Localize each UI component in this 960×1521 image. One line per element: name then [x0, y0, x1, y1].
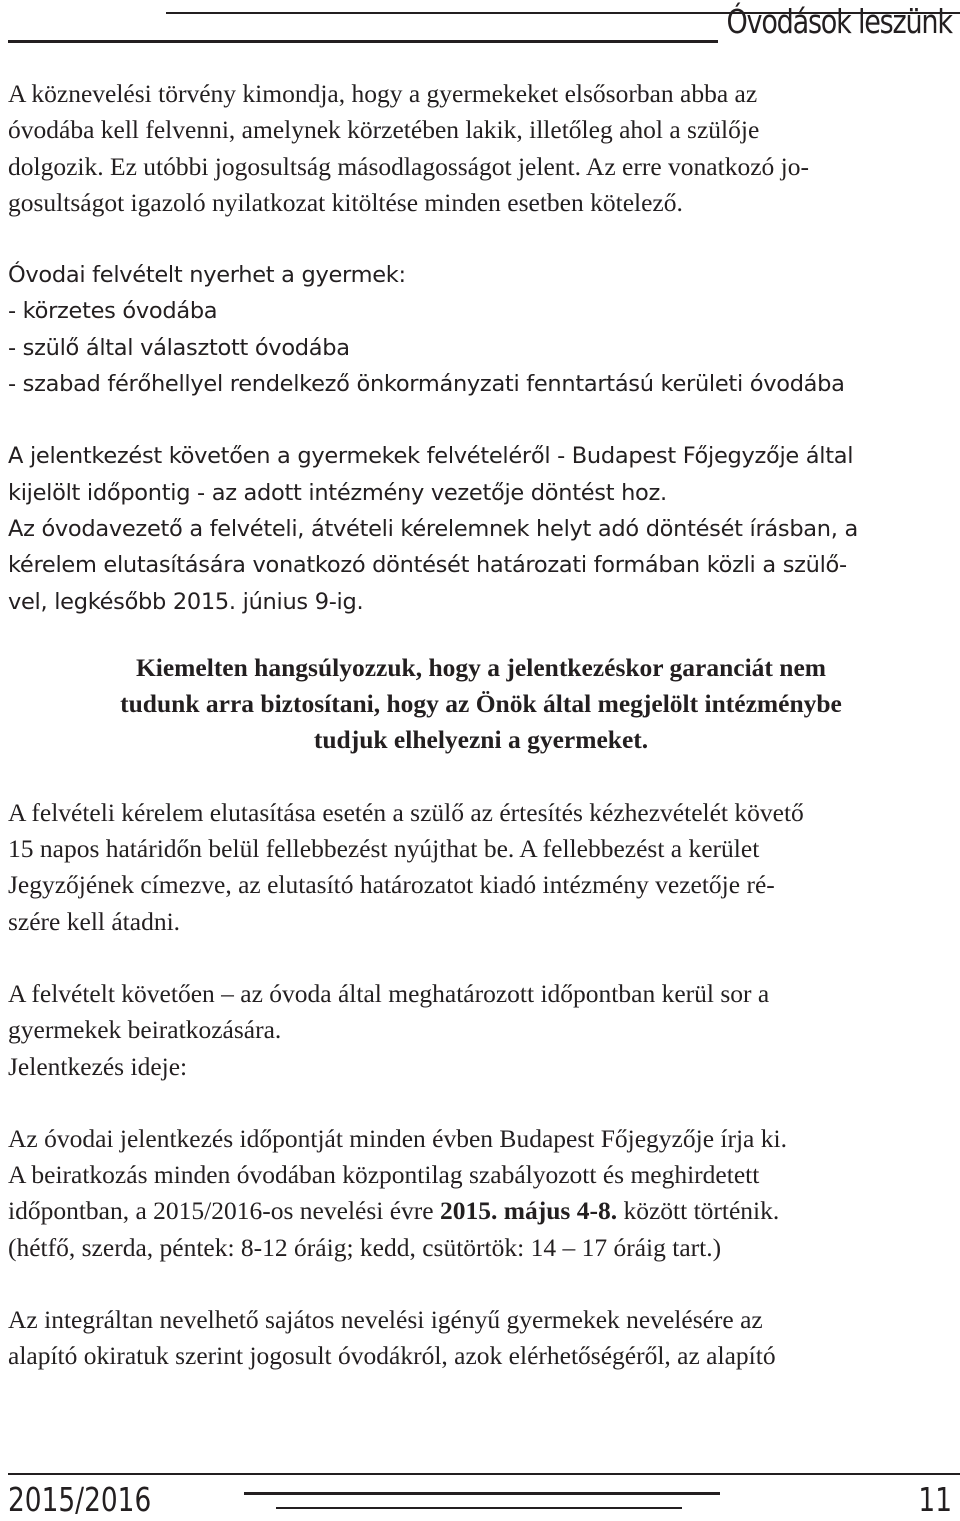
text-line: [8, 1193, 954, 1229]
text-line: tudunk arra biztosítani, hogy az Önök által megjelölt intézménybe: [120, 689, 842, 719]
text-line: dolgozik. Ez utóbbi jogosultság másodlagosságot jelent. Az erre vonatkozó jo-: [8, 151, 809, 181]
admission-intro: Óvodai felvételt nyerhet a gyermek:: [8, 262, 406, 289]
text-line: Az óvodavezető a felvételi, átvételi kérelemnek helyt adó döntését írásban, a: [8, 515, 858, 542]
text-line: A jelentkezést követően a gyermekek felvételéről - Budapest Főjegyzője által: [8, 443, 854, 470]
text-line: A beiratkozás minden óvodában központilag szabályozott és meghirdetett: [8, 1160, 760, 1190]
text-line: Az óvodai jelentkezés időpontját minden évben Budapest Főjegyzője írja ki.: [8, 1123, 787, 1153]
text-fragment: időpontban, a 2015/2016-os nevelési évre: [8, 1196, 440, 1226]
paragraph-enrollment-law: [8, 76, 954, 221]
text-line: tudjuk elhelyezni a gyermeket.: [313, 725, 649, 755]
text-line: A felvételt követően – az óvoda által meghatározott időpontban kerül sor a: [8, 978, 770, 1008]
text-line: Jegyzőjének címezve, az elutasító határozatot kiadó intézmény vezetője ré-: [8, 870, 775, 900]
paragraph-registration-dates: [8, 1121, 954, 1266]
text-line: Az integráltan nevelhető sajátos nevelési igényű gyermekek nevelésére az: [8, 1305, 763, 1335]
text-line: A köznevelési törvény kimondja, hogy a gyermekeket elsősorban abba az: [8, 79, 758, 108]
list-item: - körzetes óvodába: [8, 298, 218, 325]
footer-rule-top: [8, 1473, 960, 1475]
text-line: gyermekek beiratkozására.: [8, 1015, 282, 1045]
registration-time-label: Jelentkezés ideje:: [8, 1051, 188, 1081]
text-line: A felvételi kérelem elutasítása esetén a szülő az értesítés kézhezvételét követő: [8, 797, 804, 827]
admission-list: [8, 257, 954, 402]
text-line: 15 napos határidőn belül fellebbezést nyújthat be. A fellebbezést a kerület: [8, 834, 760, 864]
paragraph-admission-decision: [8, 438, 954, 619]
text-fragment: között történik.: [617, 1196, 780, 1226]
list-item: - szülő által választott óvodába: [8, 334, 350, 361]
text-line: vel, legkésőbb 2015. június 9-ig.: [8, 588, 364, 615]
registration-date-range: 2015. május 4-8.: [439, 1196, 618, 1226]
running-header-title: Óvodások leszünk: [726, 2, 952, 41]
text-line: gosultságot igazoló nyilatkozat kitöltése minden esetben kötelező.: [8, 187, 683, 217]
paragraph-appeal: [8, 795, 954, 940]
text-line: kérelem elutasítására vonatkozó döntését határozati formában közli a szülő-: [8, 552, 847, 579]
header-rule-bottom: [8, 40, 718, 43]
paragraph-special-needs: [8, 1302, 954, 1375]
notice-emphasis: [8, 650, 954, 759]
footer-rule-center-lower: [276, 1507, 682, 1509]
text-line: (hétfő, szerda, péntek: 8-12 óráig; kedd, csütörtök: 14 – 17 óráig tart.): [8, 1232, 722, 1262]
page-number: 11: [918, 1480, 952, 1519]
page-content: [8, 76, 954, 1375]
footer-year: 2015/2016: [8, 1480, 152, 1519]
text-line: alapító okiratuk szerint jogosult óvodákról, azok elérhetőségéről, az alapító: [8, 1341, 776, 1371]
list-item: - szabad férőhellyel rendelkező önkormányzati fenntartású kerületi óvodába: [8, 371, 845, 398]
text-line: kijelölt időpontig - az adott intézmény vezetője döntést hoz.: [8, 479, 667, 506]
text-line: Kiemelten hangsúlyozzuk, hogy a jelentkezéskor garanciát nem: [135, 652, 827, 682]
paragraph-registration: [8, 976, 954, 1085]
text-line: óvodába kell felvenni, amelynek körzetében lakik, illetőleg ahol a szülője: [8, 115, 760, 145]
text-line: szére kell átadni.: [8, 906, 181, 936]
footer-rule-center: [244, 1492, 720, 1495]
